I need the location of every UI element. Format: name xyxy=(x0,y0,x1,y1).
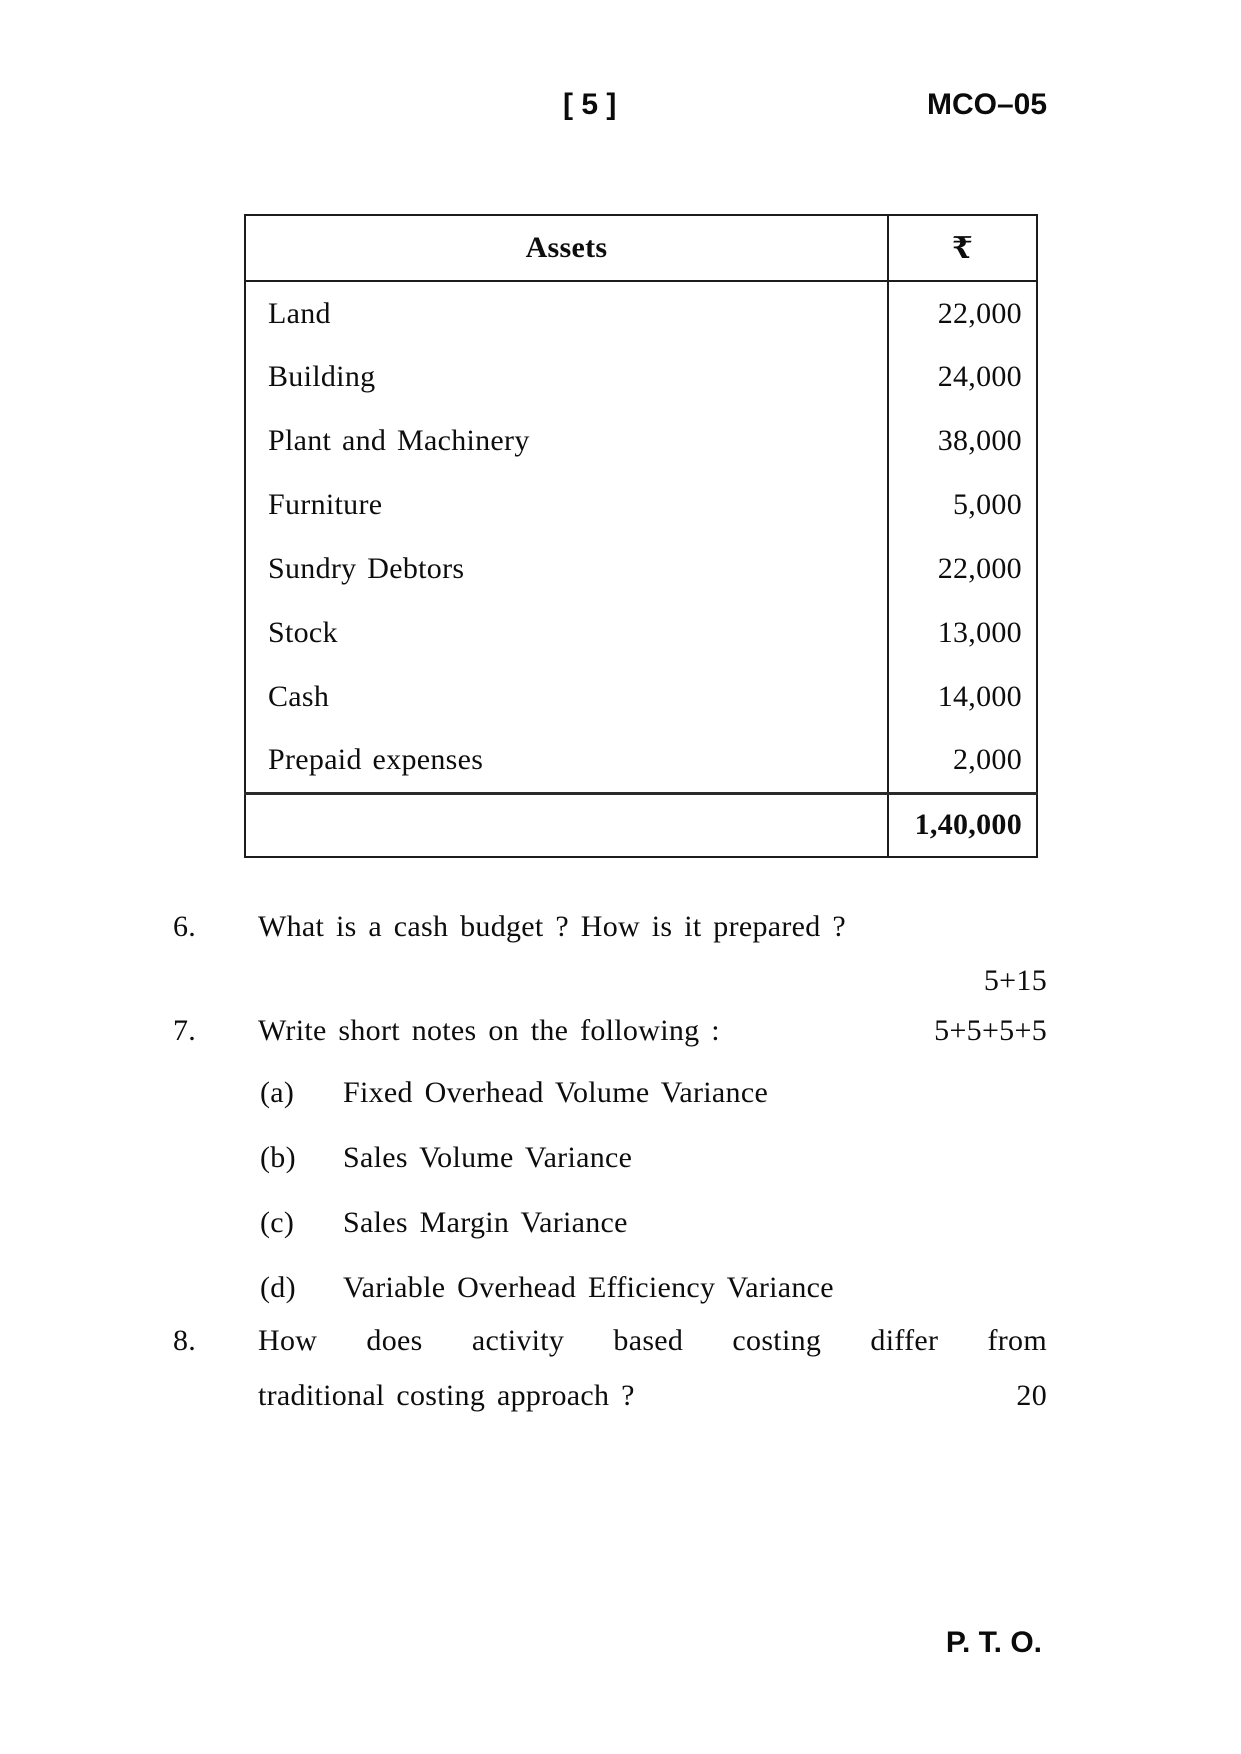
assets-table xyxy=(244,214,1038,858)
sub-item-label: (c) xyxy=(260,1206,295,1239)
table-row xyxy=(245,601,1037,665)
asset-label: Furniture xyxy=(268,488,383,521)
asset-amount: 22,000 xyxy=(888,537,1037,601)
question-8 xyxy=(173,1320,1047,1362)
question-6-text: What is a cash budget ? How is it prepared ? xyxy=(258,910,847,943)
table-row xyxy=(245,729,1037,793)
question-6 xyxy=(173,906,1047,948)
sub-item-label: (a) xyxy=(260,1076,295,1109)
asset-label: Sundry Debtors xyxy=(268,552,465,585)
asset-amount: 38,000 xyxy=(888,409,1037,473)
question-7-sub-item xyxy=(260,1202,1047,1244)
question-8-line2 xyxy=(173,1375,1047,1417)
asset-amount: 14,000 xyxy=(888,665,1037,729)
sub-item-label: (b) xyxy=(260,1141,296,1174)
question-7-sub-item xyxy=(260,1137,1047,1179)
question-8-number: 8. xyxy=(173,1324,197,1357)
asset-label: Prepaid expenses xyxy=(268,743,484,777)
asset-label: Stock xyxy=(268,616,338,649)
question-7-sub-item xyxy=(260,1072,1047,1114)
rupee-column-header: ₹ xyxy=(888,215,1037,281)
asset-amount: 24,000 xyxy=(888,345,1037,409)
total-empty-cell xyxy=(245,793,888,857)
question-7-sub-item xyxy=(260,1267,1047,1309)
sub-item-text: Sales Margin Variance xyxy=(343,1206,628,1239)
table-row xyxy=(245,281,1037,345)
table-total-row xyxy=(245,793,1037,857)
question-8-text-line2: traditional costing approach ? xyxy=(258,1379,635,1412)
page-number: [ 5 ] xyxy=(563,88,617,121)
assets-column-header: Assets xyxy=(245,215,888,281)
course-code: MCO–05 xyxy=(926,88,1047,121)
table-header-row xyxy=(245,215,1037,281)
table-row xyxy=(245,345,1037,409)
question-7-marks: 5+5+5+5 xyxy=(934,1014,1047,1047)
asset-label: Plant and Machinery xyxy=(268,424,530,457)
sub-item-text: Variable Overhead Efficiency Variance xyxy=(343,1271,834,1304)
table-row xyxy=(245,409,1037,473)
total-amount: 1,40,000 xyxy=(888,793,1037,857)
question-6-marks: 5+15 xyxy=(983,964,1047,997)
question-7-number: 7. xyxy=(173,1014,197,1047)
asset-amount: 2,000 xyxy=(888,729,1037,793)
asset-label: Cash xyxy=(268,680,330,713)
table-row xyxy=(245,537,1037,601)
question-6-number: 6. xyxy=(173,910,197,943)
asset-label: Building xyxy=(268,360,376,393)
table-row xyxy=(245,665,1037,729)
asset-amount: 22,000 xyxy=(888,281,1037,345)
asset-label: Land xyxy=(268,296,331,330)
sub-item-text: Fixed Overhead Volume Variance xyxy=(343,1076,769,1109)
sub-item-label: (d) xyxy=(260,1271,296,1304)
question-8-text-line1: How does activity based costing differ from xyxy=(258,1324,1047,1357)
asset-amount: 5,000 xyxy=(888,473,1037,537)
asset-amount: 13,000 xyxy=(888,601,1037,665)
table-row xyxy=(245,473,1037,537)
question-7 xyxy=(173,1010,1047,1052)
sub-item-text: Sales Volume Variance xyxy=(343,1141,633,1174)
question-8-marks: 20 xyxy=(1016,1379,1047,1412)
page-turn-over-label: P. T. O. xyxy=(945,1626,1042,1659)
question-7-text: Write short notes on the following : xyxy=(258,1014,720,1047)
